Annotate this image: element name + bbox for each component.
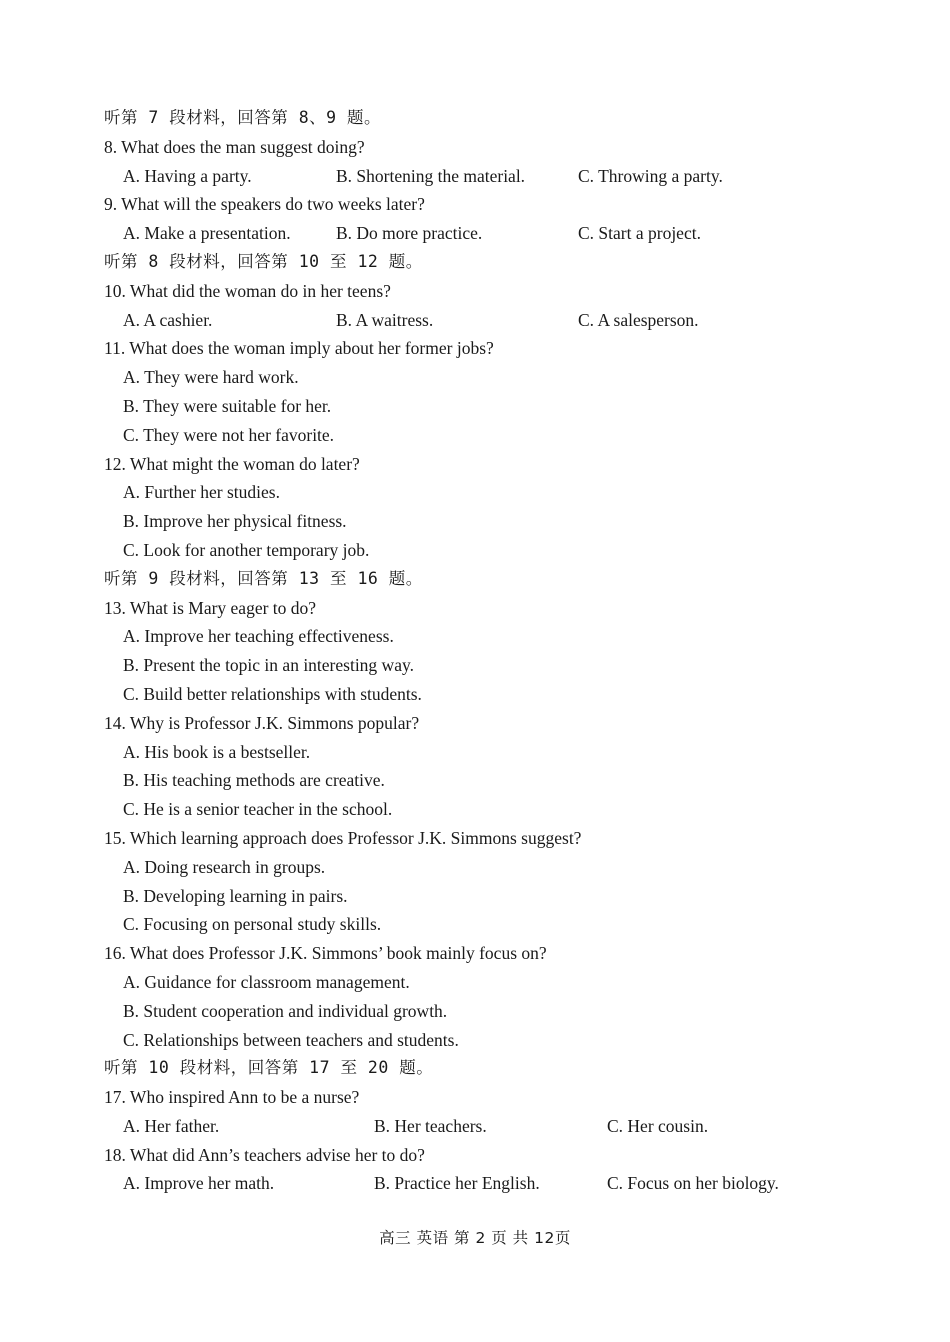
question-16-option-a: A. Guidance for classroom management.: [123, 971, 410, 992]
question-13-stem: 13. What is Mary eager to do?: [104, 597, 317, 618]
question-17-stem: 17. Who inspired Ann to be a nurse?: [104, 1087, 360, 1108]
question-11-option-b: B. They were suitable for her.: [123, 395, 332, 416]
question-14-option-c: C. He is a senior teacher in the school.: [123, 799, 393, 820]
question-9-stem: 9. What will the speakers do two weeks later?: [104, 194, 425, 215]
question-13-option-b: B. Present the topic in an interesting way.: [123, 655, 414, 676]
question-18-option-c: C. Focus on her biology.: [607, 1173, 779, 1194]
section-heading-7: 听第 7 段材料，回答第 8、9 题。: [104, 108, 382, 127]
section-heading-9: 听第 9 段材料，回答第 13 至 16 题。: [104, 568, 423, 588]
question-14-option-a: A. His book is a bestseller.: [123, 741, 311, 762]
question-14-stem: 14. Why is Professor J.K. Simmons popular?: [104, 712, 420, 733]
question-11-option-c: C. They were not her favorite.: [123, 424, 335, 445]
question-10-stem: 10. What did the woman do in her teens?: [104, 280, 391, 301]
question-12-option-a: A. Further her studies.: [123, 482, 280, 503]
section-heading-10: 听第 10 段材料，回答第 17 至 20 题。: [104, 1058, 434, 1078]
question-18-options: [0, 1169, 950, 1198]
exam-page: [0, 104, 950, 1198]
question-16-stem: 16. What does Professor J.K. Simmons’ book mainly focus on?: [104, 943, 547, 964]
page-footer: 高三 英语 第 2 页 共 12页: [379, 1229, 571, 1247]
question-12-option-b: B. Improve her physical fitness.: [123, 511, 347, 532]
question-8-option-a: A. Having a party.: [123, 165, 252, 186]
question-10-option-c: C. A salesperson.: [578, 309, 699, 330]
question-17-options: [0, 1112, 950, 1141]
question-18-option-a: A. Improve her math.: [123, 1173, 275, 1194]
question-9-option-b: B. Do more practice.: [336, 223, 483, 244]
question-12-stem: 12. What might the woman do later?: [104, 453, 360, 474]
question-9-option-c: C. Start a project.: [578, 223, 701, 244]
question-13-option-a: A. Improve her teaching effectiveness.: [123, 626, 394, 647]
question-11-stem: 11. What does the woman imply about her former jobs?: [104, 338, 494, 359]
question-9-options: [0, 219, 950, 248]
question-15-stem: 15. Which learning approach does Professor J.K. Simmons suggest?: [104, 827, 582, 848]
question-15-option-a: A. Doing research in groups.: [123, 856, 326, 877]
question-15-option-c: C. Focusing on personal study skills.: [123, 914, 382, 935]
question-10-option-b: B. A waitress.: [336, 309, 434, 330]
question-16-option-b: B. Student cooperation and individual growth.: [123, 1000, 448, 1021]
question-8-option-b: B. Shortening the material.: [336, 165, 526, 186]
question-10-option-a: A. A cashier.: [123, 309, 213, 330]
question-8-options: [0, 162, 950, 191]
question-16-option-c: C. Relationships between teachers and students.: [123, 1029, 459, 1050]
question-17-option-b: B. Her teachers.: [374, 1115, 487, 1136]
question-10-options: [0, 306, 950, 335]
question-11-option-a: A. They were hard work.: [123, 367, 299, 388]
question-18-stem: 18. What did Ann’s teachers advise her to do?: [104, 1144, 425, 1165]
question-18-option-b: B. Practice her English.: [374, 1173, 540, 1194]
question-17-option-c: C. Her cousin.: [607, 1115, 709, 1136]
question-14-option-b: B. His teaching methods are creative.: [123, 770, 385, 791]
section-heading-8: 听第 8 段材料，回答第 10 至 12 题。: [104, 251, 423, 271]
question-15-option-b: B. Developing learning in pairs.: [123, 885, 348, 906]
question-13-option-c: C. Build better relationships with students.: [123, 683, 422, 704]
question-17-option-a: A. Her father.: [123, 1115, 220, 1136]
question-8-option-c: C. Throwing a party.: [578, 165, 723, 186]
question-9-option-a: A. Make a presentation.: [123, 223, 291, 244]
question-8-stem: 8. What does the man suggest doing?: [104, 136, 365, 157]
question-12-option-c: C. Look for another temporary job.: [123, 539, 370, 560]
